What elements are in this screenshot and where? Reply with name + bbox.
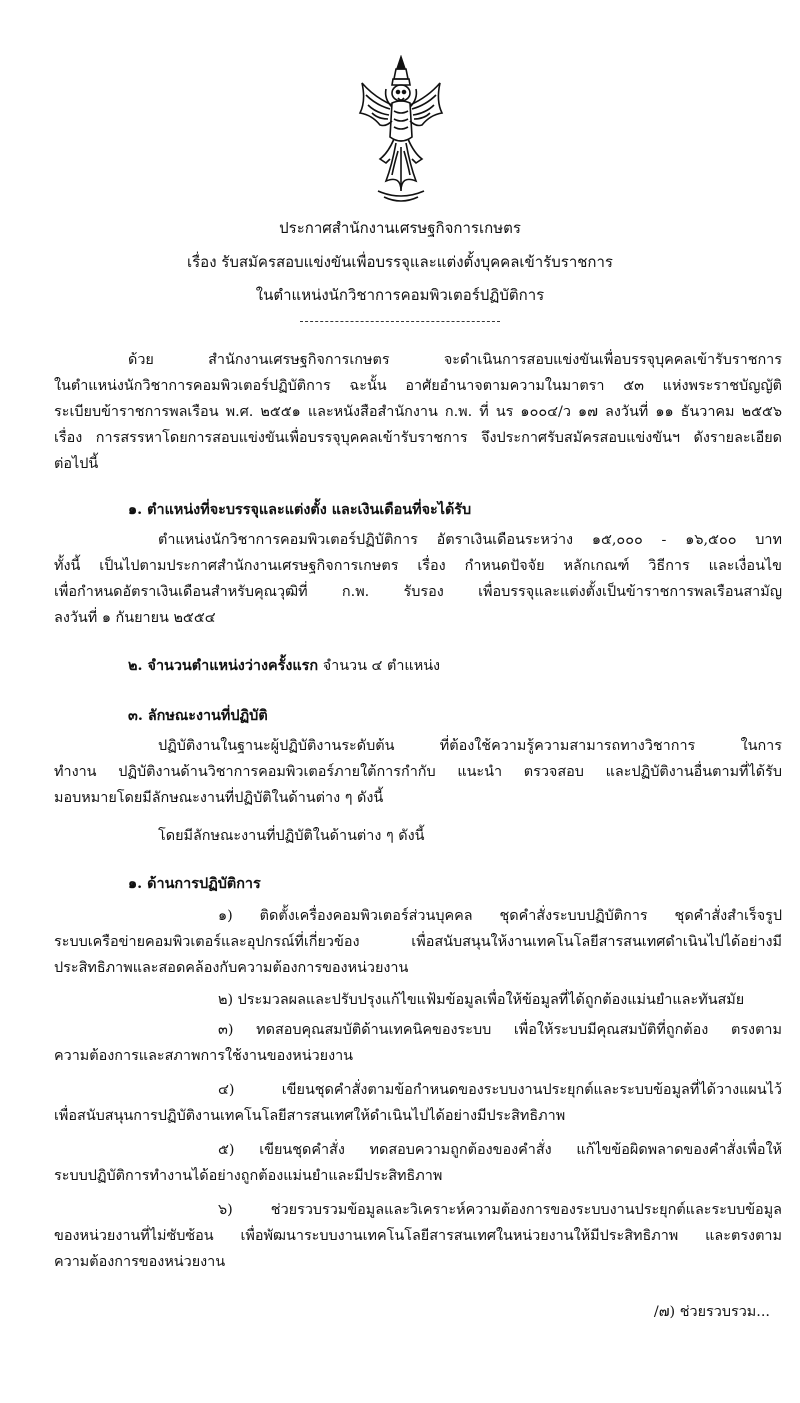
item-2-line: ๒) ประมวลผลและปรับปรุงแก้ไขแฟ้มข้อมูลเพื่อให้ข้อมูลที่ได้ถูกต้องแม่นยำและทันสมัย (218, 992, 745, 1008)
intro-line: เรื่อง การสรรหาโดยการสอบแข่งขันเพื่อบรรจุบุคคลเข้ารับราชการ จึงประกาศรับสมัครสอบแข่งขันฯ ดังรายละเอียด (54, 430, 782, 446)
item-5-line: ระบบปฏิบัติการทำงานได้อย่างถูกต้องแม่นยำและมีประสิทธิภาพ (54, 1168, 443, 1184)
announcement-position: ในตำแหน่งนักวิชาการคอมพิวเตอร์ปฏิบัติการ (255, 286, 545, 304)
item-5-line: ๕) เขียนชุดคำสั่ง ทดสอบความถูกต้องของคำสั่ง แก้ไขข้อผิดพลาดของคำสั่งเพื่อให้ (218, 1142, 782, 1158)
item-1-line: ระบบเครือข่ายคอมพิวเตอร์และอุปกรณ์ที่เกี่ยวข้อง เพื่อสนับสนุนให้งานเทคโนโลยีสารสนเทศดำเนินไปได้อย่างมี (54, 934, 782, 950)
item-6-line: ๖) ช่วยรวบรวมข้อมูลและวิเคราะห์ความต้องการของระบบงานประยุกต์และระบบข้อมูล (218, 1202, 782, 1218)
subsection-heading: ๑. ด้านการปฏิบัติการ (128, 875, 261, 892)
section-2 (128, 656, 440, 676)
item-4-line: ๔) เขียนชุดคำสั่งตามข้อกำหนดของระบบงานประยุกต์และระบบข้อมูลที่ได้วางแผนไว้ (218, 1082, 782, 1098)
section-1-heading: ๑. ตำแหน่งที่จะบรรจุและแต่งตั้ง และเงินเดือนที่จะได้รับ (128, 501, 472, 518)
intro-line: ต่อไปนี้ (54, 456, 99, 472)
section-3-extra: โดยมีลักษณะงานที่ปฏิบัติในด้านต่าง ๆ ดังนี้ (158, 828, 425, 844)
header-divider (300, 321, 500, 322)
section-3-heading: ๓. ลักษณะงานที่ปฏิบัติ (128, 707, 268, 724)
section-2-text: จำนวน ๔ ตำแหน่ง (318, 658, 441, 674)
continuation-note: /๗) ช่วยรวบรวม... (653, 1304, 770, 1320)
section-3-line: มอบหมายโดยมีลักษณะงานที่ปฏิบัติในด้านต่าง ๆ ดังนี้ (54, 790, 384, 806)
intro-line: ในตำแหน่งนักวิชาการคอมพิวเตอร์ปฏิบัติการ ฉะนั้น อาศัยอำนาจตามความในมาตรา ๕๓ แห่งพระราชบัญญัติ (54, 378, 782, 394)
announcement-title: ประกาศสำนักงานเศรษฐกิจการเกษตร (279, 219, 521, 237)
announcement-subject: เรื่อง รับสมัครสอบแข่งขันเพื่อบรรจุและแต่งตั้งบุคคลเข้ารับราชการ (187, 253, 613, 271)
section-3-line: ทำงาน ปฏิบัติงานด้านวิชาการคอมพิวเตอร์ภายใต้การกำกับ แนะนำ ตรวจสอบ และปฏิบัติงานอื่นตามที่ได้รับ (54, 764, 782, 780)
section-2-heading: ๒. จำนวนตำแหน่งว่างครั้งแรก (128, 657, 319, 674)
section-1-line: ทั้งนี้ เป็นไปตามประกาศสำนักงานเศรษฐกิจการเกษตร เรื่อง กำหนดปัจจัย หลักเกณฑ์ วิธีการ และเงื่อนไข (54, 558, 782, 574)
section-1-line: ตำแหน่งนักวิชาการคอมพิวเตอร์ปฏิบัติการ อัตราเงินเดือนระหว่าง ๑๕,๐๐๐ - ๑๖,๕๐๐ บาท (158, 532, 782, 548)
item-6-line: ความต้องการของหน่วยงาน (54, 1254, 226, 1270)
item-4-line: เพื่อสนับสนุนการปฏิบัติงานเทคโนโลยีสารสนเทศให้ดำเนินไปได้อย่างมีประสิทธิภาพ (54, 1108, 566, 1124)
item-3-line: ๓) ทดสอบคุณสมบัติด้านเทคนิคของระบบ เพื่อให้ระบบมีคุณสมบัติที่ถูกต้อง ตรงตาม (218, 1022, 782, 1038)
item-1-line: ๑) ติดตั้งเครื่องคอมพิวเตอร์ส่วนบุคคล ชุดคำสั่งระบบปฏิบัติการ ชุดคำสั่งสำเร็จรูป (218, 908, 782, 924)
garuda-emblem-icon (356, 55, 446, 205)
intro-line: ระเบียบข้าราชการพลเรือน พ.ศ. ๒๕๕๑ และหนังสือสำนักงาน ก.พ. ที่ นร ๑๐๐๔/ว ๑๗ ลงวันที่ ๑๑ ธันวาคม ๒๕๕๖ (54, 404, 782, 420)
section-1-line: เพื่อกำหนดอัตราเงินเดือนสำหรับคุณวุฒิที่ ก.พ. รับรอง เพื่อบรรจุและแต่งตั้งเป็นข้าราชการพลเรือนสามัญ (54, 584, 782, 600)
section-1-line: ลงวันที่ ๑ กันยายน ๒๕๕๔ (54, 610, 216, 626)
item-3-line: ความต้องการและสภาพการใช้งานของหน่วยงาน (54, 1048, 354, 1064)
item-1-line: ประสิทธิภาพและสอดคล้องกับความต้องการของหน่วยงาน (54, 960, 409, 976)
item-6-line: ของหน่วยงานที่ไม่ซับซ้อน เพื่อพัฒนาระบบงานเทคโนโลยีสารสนเทศในหน่วยงานให้มีประสิทธิภาพ และตรงตาม (54, 1228, 782, 1244)
section-3-line: ปฏิบัติงานในฐานะผู้ปฏิบัติงานระดับต้น ที่ต้องใช้ความรู้ความสามารถทางวิชาการ ในการ (158, 738, 782, 754)
intro-line: ด้วย สำนักงานเศรษฐกิจการเกษตร จะดำเนินการสอบแข่งขันเพื่อบรรจุบุคคลเข้ารับราชการ (128, 352, 782, 368)
